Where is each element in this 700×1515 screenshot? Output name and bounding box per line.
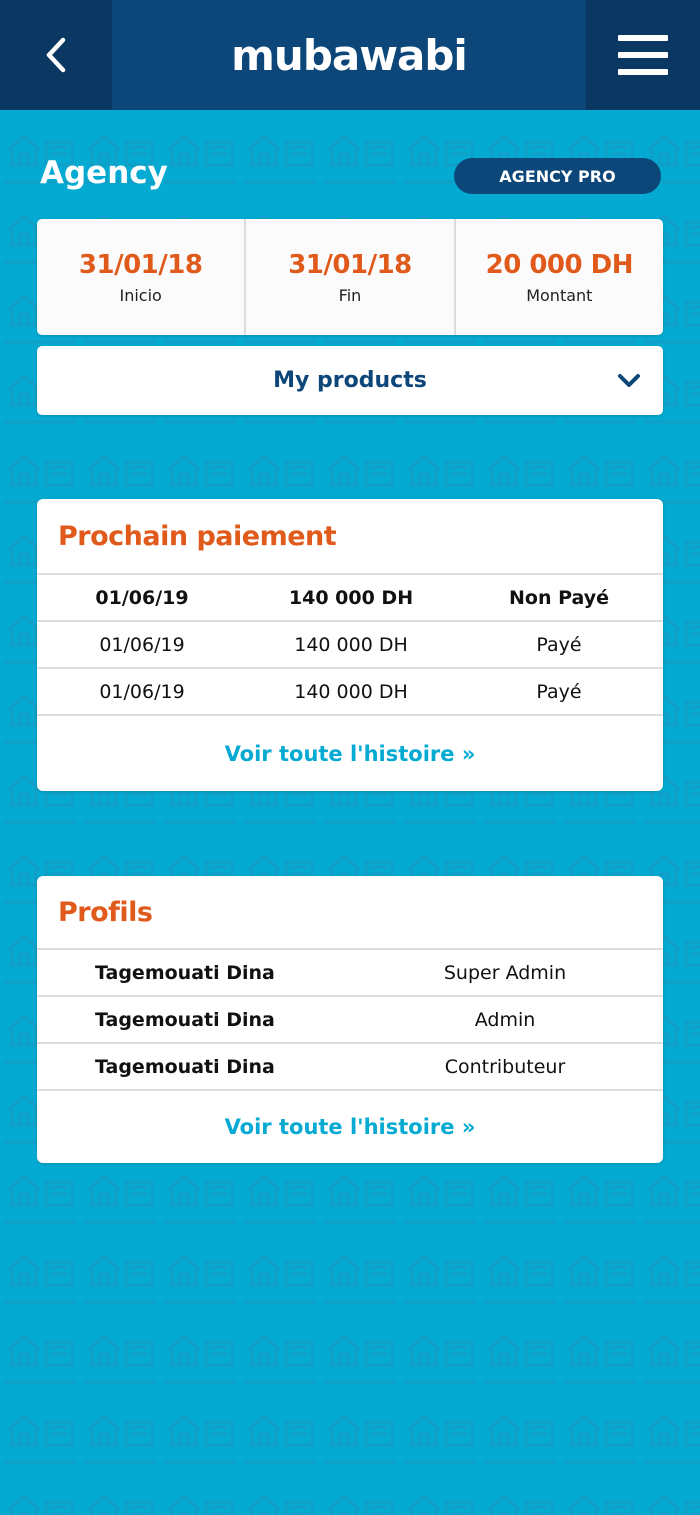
payment-status: Payé <box>536 680 582 703</box>
payment-status: Payé <box>536 633 582 656</box>
profile-role: Admin <box>474 1008 536 1031</box>
stat-start <box>37 219 246 335</box>
table-row <box>37 575 663 622</box>
my-products-label: My products <box>273 368 427 393</box>
profiles-history-link[interactable]: Voir toute l'histoire » <box>224 1115 476 1139</box>
stat-end-label: Fin <box>338 285 362 305</box>
app-header <box>0 0 700 110</box>
profiles-card <box>37 876 663 1163</box>
stat-start-value: 31/01/18 <box>78 249 203 280</box>
list-item <box>37 997 663 1044</box>
stat-amount-value: 20 000 DH <box>485 249 634 280</box>
stat-amount <box>456 219 663 335</box>
stat-end <box>246 219 455 335</box>
hamburger-menu-icon <box>617 33 669 77</box>
payment-amount: 140 000 DH <box>294 680 408 703</box>
payment-amount: 140 000 DH <box>294 633 408 656</box>
payment-date: 01/06/19 <box>99 633 185 656</box>
profile-role: Contributeur <box>444 1055 566 1078</box>
payment-status: Non Payé <box>508 586 610 609</box>
profile-role: Super Admin <box>443 961 567 984</box>
brand-logo: mubawabi <box>231 30 467 80</box>
subscription-stats-card <box>37 219 663 335</box>
list-item <box>37 1044 663 1091</box>
list-item <box>37 950 663 997</box>
payment-date: 01/06/19 <box>95 586 189 609</box>
next-payment-card <box>37 499 663 791</box>
table-row <box>37 622 663 669</box>
agency-pro-badge: AGENCY PRO <box>454 158 661 194</box>
chevron-down-icon <box>617 373 641 389</box>
menu-button[interactable] <box>586 0 700 110</box>
stat-amount-label: Montant <box>526 285 593 305</box>
payment-date: 01/06/19 <box>99 680 185 703</box>
profiles-title: Profils <box>37 876 663 950</box>
profile-name: Tagemouati Dina <box>95 1055 275 1078</box>
agency-title: Agency <box>40 155 168 191</box>
table-row <box>37 669 663 716</box>
chevron-left-icon <box>41 35 71 75</box>
back-button[interactable] <box>0 0 112 110</box>
profile-name: Tagemouati Dina <box>95 961 275 984</box>
stat-end-value: 31/01/18 <box>288 249 412 280</box>
my-products-dropdown[interactable] <box>37 346 663 415</box>
stat-start-label: Inicio <box>119 285 162 305</box>
payments-history-link[interactable]: Voir toute l'histoire » <box>224 741 476 766</box>
payment-amount: 140 000 DH <box>288 586 414 609</box>
next-payment-title: Prochain paiement <box>37 499 663 575</box>
profile-name: Tagemouati Dina <box>95 1008 275 1031</box>
